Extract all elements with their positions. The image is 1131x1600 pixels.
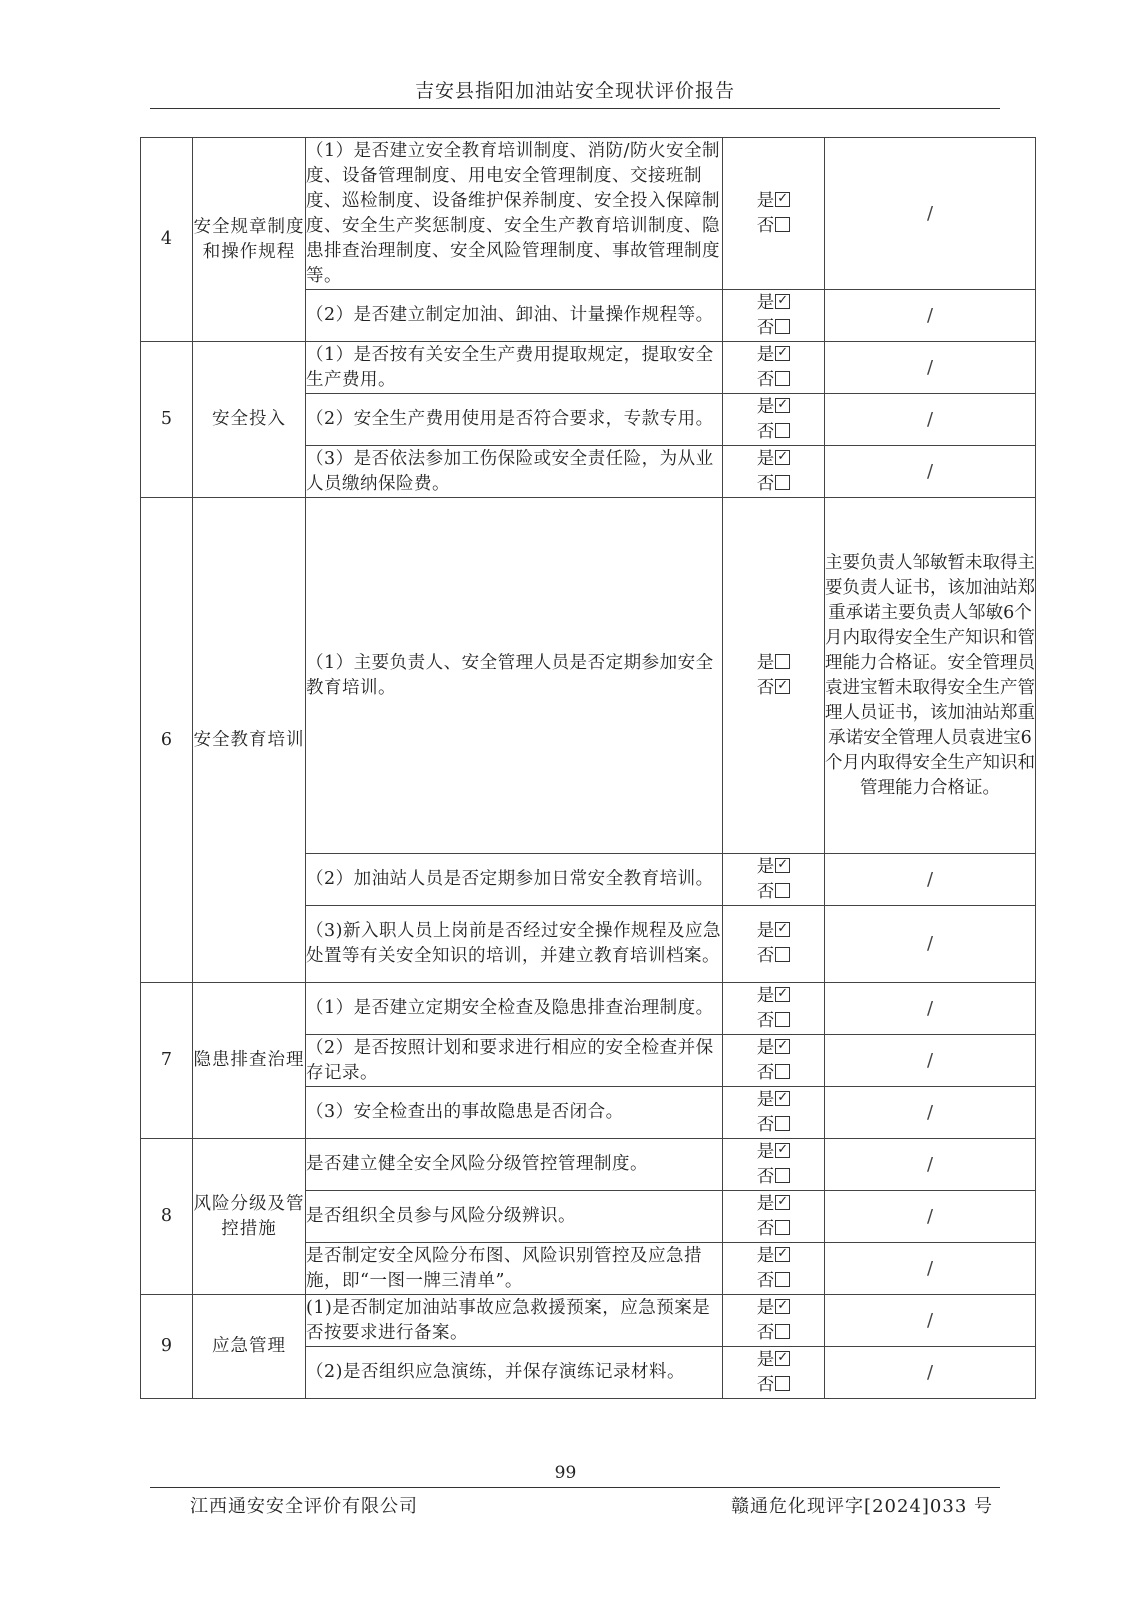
remark-text: /: [926, 1049, 934, 1071]
empty-box-icon: [775, 1168, 790, 1183]
yes-no-checkboxes: [723, 290, 825, 342]
remark-cell: [825, 290, 1036, 342]
no-option: [723, 880, 824, 905]
no-option: [723, 1321, 824, 1346]
no-label: 否: [756, 473, 775, 494]
checked-box-icon: [775, 1091, 790, 1106]
yes-label: 是: [756, 190, 775, 211]
checked-box-icon: [775, 294, 790, 309]
remark-cell: [825, 1347, 1036, 1399]
assessment-table: [140, 137, 1036, 1399]
item-topic: 隐患排查治理: [193, 983, 306, 1139]
no-label: 否: [756, 1374, 775, 1395]
table-row: [141, 1139, 1036, 1191]
checked-box-icon: [775, 1299, 790, 1314]
table-row: [141, 983, 1036, 1035]
remark-cell: [825, 1243, 1036, 1295]
no-option: [723, 1061, 824, 1086]
no-label: 否: [756, 369, 775, 390]
yes-option: [723, 447, 824, 472]
yes-label: 是: [756, 1141, 775, 1162]
remark-text: /: [926, 1309, 934, 1331]
remark-text: /: [926, 1153, 934, 1175]
table-row: [141, 138, 1036, 290]
item-topic: 安全教育培训: [193, 498, 306, 983]
no-option: [723, 944, 824, 969]
footer-divider: [150, 1487, 1000, 1488]
yes-no-checkboxes: [723, 138, 825, 290]
yes-no-checkboxes: [723, 854, 825, 906]
check-item-text: （3)新入职人员上岗前是否经过安全操作规程及应急处置等有关安全知识的培训，并建立教育培训档案。: [306, 906, 723, 983]
empty-box-icon: [775, 1064, 790, 1079]
yes-option: [723, 919, 824, 944]
yes-no-checkboxes: [723, 1347, 825, 1399]
yes-label: 是: [756, 1089, 775, 1110]
yes-label: 是: [756, 1193, 775, 1214]
item-number: 8: [141, 1139, 193, 1295]
yes-option: [723, 1244, 824, 1269]
yes-label: 是: [756, 292, 775, 313]
table-row: [141, 498, 1036, 854]
yes-label: 是: [756, 652, 775, 673]
remark-text: /: [926, 1205, 934, 1227]
empty-box-icon: [775, 1272, 790, 1287]
item-topic: 安全投入: [193, 342, 306, 498]
yes-no-checkboxes: [723, 1087, 825, 1139]
no-label: 否: [756, 946, 775, 966]
yes-option: [723, 1036, 824, 1061]
remark-cell: [825, 906, 1036, 983]
yes-label: 是: [756, 1297, 775, 1318]
checked-box-icon: [775, 1143, 790, 1158]
checked-box-icon: [775, 450, 790, 465]
yes-no-checkboxes: [723, 342, 825, 394]
remark-cell: [825, 446, 1036, 498]
remark-cell: [825, 1295, 1036, 1347]
checked-box-icon: [775, 1351, 790, 1366]
yes-no-checkboxes: [723, 1139, 825, 1191]
yes-option: [723, 1088, 824, 1113]
no-label: 否: [756, 1218, 775, 1239]
check-item-text: (1)是否制定加油站事故应急救援预案，应急预案是否按要求进行备案。: [306, 1295, 723, 1347]
yes-no-checkboxes: [723, 1295, 825, 1347]
remark-text: /: [926, 356, 934, 378]
remark-text: /: [926, 933, 934, 954]
checked-box-icon: [775, 346, 790, 361]
item-number: 7: [141, 983, 193, 1139]
item-number: 6: [141, 498, 193, 983]
empty-box-icon: [775, 1376, 790, 1391]
no-label: 否: [756, 317, 775, 338]
yes-no-checkboxes: [723, 906, 825, 983]
yes-label: 是: [756, 448, 775, 469]
yes-no-checkboxes: [723, 1035, 825, 1087]
yes-option: [723, 855, 824, 880]
remark-cell: [825, 1191, 1036, 1243]
yes-option: [723, 1192, 824, 1217]
yes-no-checkboxes: [723, 1243, 825, 1295]
check-item-text: 是否建立健全安全风险分级管控管理制度。: [306, 1139, 723, 1191]
yes-label: 是: [756, 1349, 775, 1370]
yes-option: [723, 984, 824, 1009]
empty-box-icon: [775, 1116, 790, 1131]
no-option: [723, 1373, 824, 1398]
yes-no-checkboxes: [723, 1191, 825, 1243]
item-number: 4: [141, 138, 193, 342]
no-option: [723, 1113, 824, 1138]
no-option: [723, 1269, 824, 1294]
remark-text: /: [926, 868, 934, 890]
check-item-text: 是否组织全员参与风险分级辨识。: [306, 1191, 723, 1243]
no-label: 否: [756, 421, 775, 442]
remark-text: /: [926, 408, 934, 430]
header-divider: [150, 108, 1000, 109]
yes-option: [723, 343, 824, 368]
check-item-text: （2）是否按照计划和要求进行相应的安全检查并保存记录。: [306, 1035, 723, 1087]
empty-box-icon: [775, 883, 790, 898]
no-label: 否: [756, 1166, 775, 1187]
empty-box-icon: [775, 1012, 790, 1027]
checked-box-icon: [775, 987, 790, 1002]
yes-option: [723, 1296, 824, 1321]
yes-no-checkboxes: [723, 394, 825, 446]
remark-text: /: [926, 304, 934, 326]
checked-box-icon: [775, 192, 790, 207]
no-option: [723, 1217, 824, 1242]
page-header-title: 吉安县指阳加油站安全现状评价报告: [414, 80, 735, 102]
item-topic: 风险分级及管控措施: [193, 1139, 306, 1295]
yes-label: 是: [756, 1245, 775, 1266]
empty-box-icon: [775, 423, 790, 438]
item-number: 5: [141, 342, 193, 498]
remark-text: /: [926, 1101, 934, 1123]
yes-option: [723, 291, 824, 316]
footer-company: 江西通安安全评价有限公司: [190, 1496, 418, 1517]
remark-cell: [825, 394, 1036, 446]
yes-no-checkboxes: [723, 498, 825, 854]
empty-box-icon: [775, 217, 790, 232]
empty-box-icon: [775, 1324, 790, 1339]
page-number: 99: [554, 1463, 577, 1483]
no-label: 否: [756, 215, 775, 236]
no-label: 否: [756, 1270, 775, 1291]
yes-label: 是: [756, 921, 775, 941]
remark-cell: [825, 1035, 1036, 1087]
footer-report-number: 赣通危化现评字[2024]033 号: [731, 1496, 993, 1517]
checked-box-icon: [775, 858, 790, 873]
check-item-text: （2）安全生产费用使用是否符合要求，专款专用。: [306, 394, 723, 446]
empty-box-icon: [775, 654, 790, 669]
check-item-text: （2）加油站人员是否定期参加日常安全教育培训。: [306, 854, 723, 906]
yes-option: [723, 1348, 824, 1373]
no-label: 否: [756, 1114, 775, 1135]
yes-no-checkboxes: [723, 446, 825, 498]
empty-box-icon: [775, 319, 790, 334]
table-row: [141, 342, 1036, 394]
yes-label: 是: [756, 344, 775, 365]
no-label: 否: [756, 881, 775, 902]
check-item-text: 是否制定安全风险分布图、风险识别管控及应急措施，即“一图一牌三清单”。: [306, 1243, 723, 1295]
checked-box-icon: [775, 1195, 790, 1210]
remark-cell: [825, 1139, 1036, 1191]
remark-cell: [825, 1087, 1036, 1139]
item-topic: 安全规章制度和操作规程: [193, 138, 306, 342]
yes-label: 是: [756, 856, 775, 877]
no-option: [723, 214, 824, 239]
remark-cell: [825, 498, 1036, 854]
empty-box-icon: [775, 475, 790, 490]
no-option: [723, 1009, 824, 1034]
no-label: 否: [756, 1062, 775, 1083]
empty-box-icon: [775, 947, 790, 962]
checked-box-icon: [775, 1039, 790, 1054]
check-item-text: （1）是否建立安全教育培训制度、消防/防火安全制度、设备管理制度、用电安全管理制度、交接班制度、巡检制度、设备维护保养制度、安全投入保障制度、安全生产奖惩制度、安全生产教育培训制度、隐患排查治理制度、安全风险管理制度、事故管理制度等。: [306, 138, 723, 290]
yes-option: [723, 651, 824, 676]
no-option: [723, 676, 824, 701]
check-item-text: （2）是否建立制定加油、卸油、计量操作规程等。: [306, 290, 723, 342]
check-item-text: （3）是否依法参加工伤保险或安全责任险，为从业人员缴纳保险费。: [306, 446, 723, 498]
no-label: 否: [756, 1322, 775, 1343]
item-number: 9: [141, 1295, 193, 1399]
remark-text: /: [926, 1257, 934, 1279]
yes-option: [723, 395, 824, 420]
remark-text: /: [926, 997, 934, 1019]
table-row: [141, 1295, 1036, 1347]
remark-text: /: [926, 1361, 934, 1383]
no-option: [723, 1165, 824, 1190]
yes-no-checkboxes: [723, 983, 825, 1035]
remark-cell: [825, 138, 1036, 290]
check-item-text: （1）主要负责人、安全管理人员是否定期参加安全教育培训。: [306, 498, 723, 854]
checked-box-icon: [775, 398, 790, 413]
remark-text: 主要负责人邹敏暂未取得主要负责人证书，该加油站郑重承诺主要负责人邹敏6个月内取得安全生产知识和管理能力合格证。安全管理员袁进宝暂未取得安全生产管理人员证书，该加油站郑重承诺安全管理人员袁进宝6个月内取得安全生产知识和管理能力合格证。: [825, 552, 1035, 798]
empty-box-icon: [775, 1220, 790, 1235]
no-option: [723, 472, 824, 497]
check-item-text: （1）是否按有关安全生产费用提取规定，提取安全生产费用。: [306, 342, 723, 394]
no-label: 否: [756, 677, 775, 698]
check-item-text: （2)是否组织应急演练，并保存演练记录材料。: [306, 1347, 723, 1399]
no-option: [723, 368, 824, 393]
yes-label: 是: [756, 1037, 775, 1058]
remark-cell: [825, 854, 1036, 906]
remark-text: /: [926, 202, 934, 224]
yes-option: [723, 1140, 824, 1165]
no-option: [723, 420, 824, 445]
checked-box-icon: [775, 1247, 790, 1262]
checked-box-icon: [775, 679, 790, 694]
check-item-text: （1）是否建立定期安全检查及隐患排查治理制度。: [306, 983, 723, 1035]
item-topic: 应急管理: [193, 1295, 306, 1399]
yes-label: 是: [756, 985, 775, 1006]
remark-cell: [825, 983, 1036, 1035]
no-option: [723, 316, 824, 341]
yes-option: [723, 189, 824, 214]
remark-cell: [825, 342, 1036, 394]
yes-label: 是: [756, 396, 775, 417]
no-label: 否: [756, 1010, 775, 1031]
check-item-text: （3）安全检查出的事故隐患是否闭合。: [306, 1087, 723, 1139]
empty-box-icon: [775, 371, 790, 386]
remark-text: /: [926, 460, 934, 482]
checked-box-icon: [775, 922, 790, 937]
